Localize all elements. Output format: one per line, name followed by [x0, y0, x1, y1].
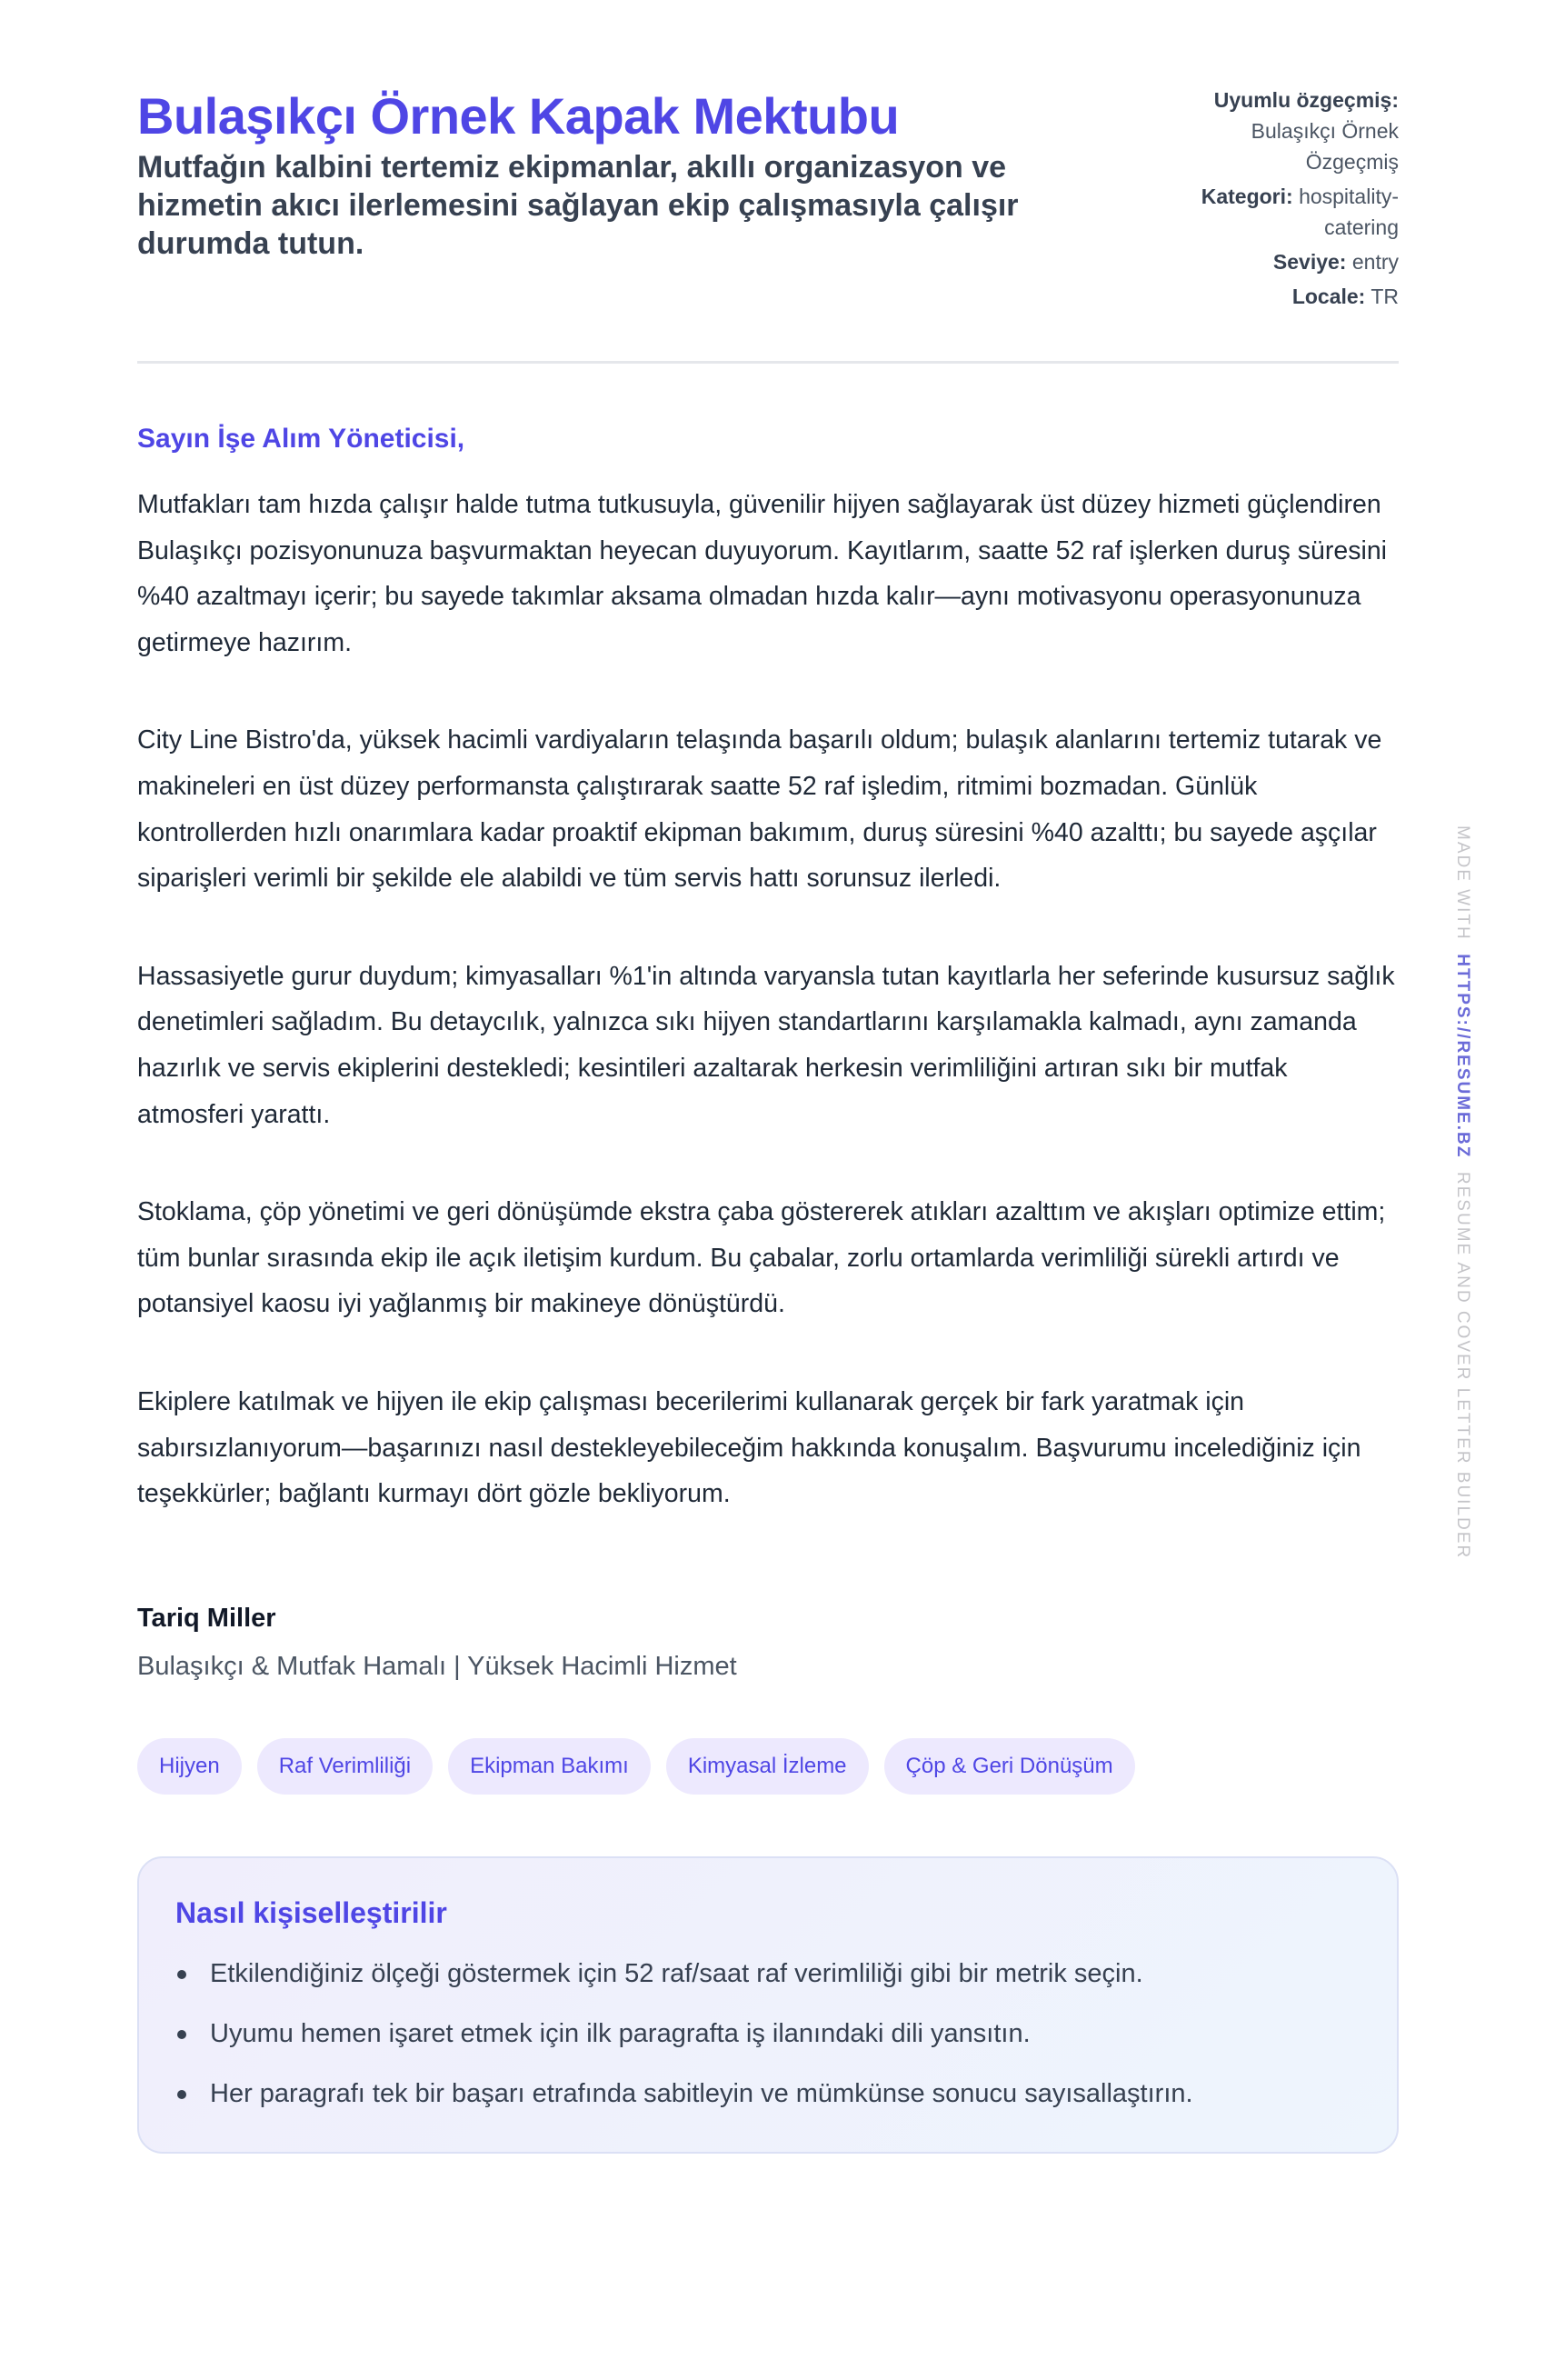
tips-title: Nasıl kişiselleştirilir — [175, 1895, 447, 1929]
signature — [137, 1604, 1399, 1682]
tip-text: Uyumu hemen işaret etmek için ilk paragrafta iş ilanındaki dili yansıtın. — [210, 2018, 1031, 2048]
header — [137, 86, 1399, 364]
watermark — [1452, 825, 1472, 1559]
watermark-prefix: MADE WITH — [1453, 825, 1472, 941]
letter-body — [137, 482, 1399, 1517]
signature-name: Tariq Miller — [137, 1603, 276, 1633]
personalization-tips — [137, 1856, 1399, 2154]
meta-locale — [1162, 281, 1399, 312]
watermark-suffix: RESUME AND COVER LETTER BUILDER — [1453, 1171, 1472, 1560]
bullet-icon — [177, 2090, 186, 2099]
skill-tag: Raf Verimliliği — [257, 1738, 433, 1795]
paragraph: City Line Bistro'da, yüksek hacimli vardiyaların telaşında başarılı oldum; bulaşık alanlarını tertemiz tutarak ve makineleri en üst düzey performansta çalıştırarak saatte 52 raf işledim, ritmimi bozmadan. Günlük kontrollerden hızlı onarımlara kadar proaktif ekipman bakımım, duruş süresini %40 azalttı; bu sayede aşçılar siparişleri verimli bir şekilde ele alabildi ve tüm servis hattı sorunsuz ilerledi. — [137, 725, 1382, 894]
tip-text: Etkilendiğiniz ölçeği göstermek için 52 raf/saat raf verimliliği gibi bir metrik seçin. — [210, 1958, 1143, 1988]
watermark-link[interactable]: HTTPS://RESUME.BZ — [1453, 954, 1472, 1159]
paragraph: Hassasiyetle gurur duydum; kimyasalları %1'in altında varyansla tutan kayıtlarla her seferinde kusursuz sağlık denetimleri sağladım. Bu detaycılık, yalnızca sıkı hijyen standartlarını karşılamakla kalmadı, aynı zamanda hazırlık ve servis ekiplerini destekledi; kesintileri azaltarak herkesin verimliliğini artıran sıkı bir mutfak atmosferi yarattı. — [137, 961, 1395, 1129]
meta-value: entry — [1351, 250, 1399, 274]
meta-value: TR — [1371, 285, 1399, 308]
tip-text: Her paragrafı tek bir başarı etrafında sabitleyin ve mümkünse sonucu sayısallaştırın. — [210, 2078, 1193, 2108]
meta-label: Locale: — [1291, 285, 1366, 308]
cover-letter-page — [137, 86, 1399, 2154]
meta-category — [1162, 181, 1399, 243]
tip-item — [175, 2075, 1361, 2112]
tips-list — [175, 1955, 1361, 2112]
meta-level — [1162, 246, 1399, 277]
tip-item — [175, 1955, 1361, 1992]
meta-label: Seviye: — [1272, 250, 1347, 274]
bullet-icon — [177, 2030, 186, 2039]
meta-label: Kategori: — [1201, 185, 1293, 208]
salutation: Sayın İşe Alım Yöneticisi, — [137, 424, 465, 454]
meta-value: Bulaşıkçı Örnek Özgeçmiş — [1251, 119, 1399, 174]
tip-item — [175, 2015, 1361, 2052]
skill-tag: Ekipman Bakımı — [448, 1738, 651, 1795]
page-title: Bulaşıkçı Örnek Kapak Mektubu — [137, 87, 900, 145]
paragraph: Mutfakları tam hızda çalışır halde tutma tutkusuyla, güvenilir hijyen sağlayarak üst düzey hizmeti güçlendiren Bulaşıkçı pozisyonunuza başvurmaktan heyecan duyuyorum. Kayıtlarım, saatte 52 raf işlerken duruş süresini %40 azaltmayı içerir; bu sayede takımlar aksama olmadan hızda kalır—aynı motivasyonu operasyonunuza getirmeye hazırım. — [137, 490, 1388, 657]
skill-tag: Kimyasal İzleme — [666, 1738, 869, 1795]
meta-label: Uyumlu özgeçmiş: — [1213, 88, 1399, 112]
paragraph: Ekiplere katılmak ve hijyen ile ekip çalışması becerilerimi kullanarak gerçek bir fark yaratmak için sabırsızlanıyorum—başarınızı nasıl destekleyebileceğim hakkında konuşalım. Başvurumu incelediğiniz için teşekkürler; bağlantı kurmayı dört gözle bekliyorum. — [137, 1386, 1361, 1509]
skill-tag: Hijyen — [137, 1738, 242, 1795]
meta-resume — [1162, 85, 1399, 177]
page-subtitle: Mutfağın kalbini tertemiz ekipmanlar, akıllı organizasyon ve hizmetin akıcı ilerlemesini sağlayan ekip çalışmasıyla çalışır durumda tutun. — [137, 150, 1019, 261]
paragraph: Stoklama, çöp yönetimi ve geri dönüşümde ekstra çaba göstererek atıkları azalttım ve akışları optimize ettim; tüm bunlar sırasında ekip ile açık iletişim kurdum. Bu çabalar, zorlu ortamlarda verimliliği sürekli artırdı ve potansiyel kaosu iyi yağlanmış bir makineye dönüştürdü. — [137, 1197, 1386, 1319]
skill-tags — [137, 1738, 1399, 1795]
signature-title: Bulaşıkçı & Mutfak Hamalı | Yüksek Hacimli Hizmet — [137, 1651, 737, 1681]
meta-info — [1162, 85, 1399, 315]
meta-value: hospitality-catering — [1299, 185, 1399, 239]
skill-tag: Çöp & Geri Dönüşüm — [884, 1738, 1135, 1795]
bullet-icon — [177, 1970, 186, 1979]
header-left — [137, 86, 1082, 315]
